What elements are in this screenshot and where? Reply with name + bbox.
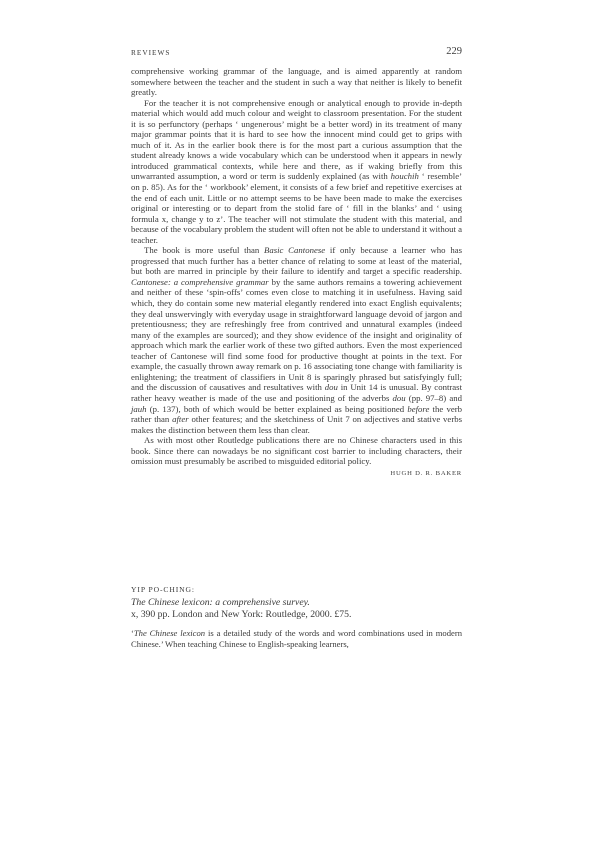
second-review-opening: [131, 628, 462, 649]
review-paragraph: [131, 66, 462, 98]
text-run: (pp. 97–8) and: [405, 392, 462, 403]
italic-text: before: [407, 403, 430, 414]
book-details: x, 390 pp. London and New York: Routledge, 2000. £75.: [131, 609, 352, 621]
second-review: [131, 628, 462, 649]
review-paragraph: [131, 98, 462, 246]
book-entry: [131, 584, 462, 622]
italic-text: after: [172, 414, 189, 425]
italic-text: houchih: [390, 171, 419, 182]
text-run: (p. 137), both of which would be better explained as being positioned: [146, 403, 408, 414]
review-body: [131, 66, 462, 479]
text-run: by the same authors remains a towering achievement and neither of these ‘spin-offs’ comes even close to matching it in usefulness. Having said which, they do contain some new material elegantly rendered into exact English equivalents; they deal unswervingly with everyday usage in straightforward language devoid of jargon and pretentiousness; they are refreshingly free from contrived and unnatural examples (indeed many of the examples are sourced); and they show evidence of the insight and originality of approach which mark the earlier work of these two gifted authors. Even the most experienced teacher of Cantonese will find some food for productive thought at points in the text. For example, the casually thrown away remark on p. 16 associating tone change with familiarity is enlightening; the treatment of classifiers in Unit 8 is sparingly phrased but satisfyingly full; and the discussion of causatives and resultatives with: [131, 276, 462, 393]
text-run: The book is more useful than: [144, 245, 264, 256]
text-run: ‘: [131, 628, 134, 638]
text-run: is a detailed study of the words and word combinations used in modern Chinese.’ When teaching Chinese to English-speaking learners,: [131, 628, 463, 649]
text-run: other features; and the sketchiness of Unit 7 on adjectives and stative verbs makes the distinction between them less than clear.: [131, 414, 463, 435]
review-paragraph: [131, 435, 462, 467]
running-header: [131, 48, 462, 64]
page-number: 229: [446, 46, 462, 57]
reviewer-signature: HUGH D. R. BAKER: [390, 469, 462, 477]
book-author: YIP PO-CHING:: [131, 585, 195, 594]
italic-text: dou: [392, 392, 406, 403]
section-label: REVIEWS: [131, 48, 171, 57]
italic-text: Cantonese: a comprehensive grammar: [131, 276, 269, 287]
text-run: As with most other Routledge publications there are no Chinese characters used in this book. Since there can nowadays be no significant cost barrier to including characters, their omission must presumably be ascribed to misguided editorial policy.: [131, 435, 462, 467]
review-paragraph: [131, 245, 462, 435]
italic-text: jauh: [131, 403, 147, 414]
italic-text: dou: [324, 382, 338, 393]
text-run: in Unit 14 is unusual. By contrast rather heavy weather is made of the use and positioning of the adverbs: [131, 382, 463, 403]
text-run: ‘ resemble’ on p. 85). As for the ‘ workbook’ element, it consists of a few brief and repetitive exercises at the end of each unit. Little or no attempt seems to be have been made to make the exercises original or interesting or to depart from the stolid fare of ‘ fill in the blanks’ and ‘ using formula x, change y to z’. The teacher will not stimulate the student with this material, and because of the vocabulary problem the student will often not be able to understand it without a teacher.: [131, 171, 462, 245]
book-title: The Chinese lexicon: a comprehensive survey.: [131, 596, 310, 608]
review-paragraphs: [131, 66, 462, 467]
text-run: if only because a learner who has progressed that much further has a better chance of relating to some at least of the material, but both are marred in principle by their failure to identify and target a specific readership.: [131, 245, 462, 277]
text-run: For the teacher it is not comprehensive enough or analytical enough to provide in-depth material which would add much colour and weight to classroom presentation. For the student it is so perfunctory (perhaps ‘ ungenerous’ might be a better word) in its treatment of many major grammar points that it is hard to see how the innocent mind could get to grips with much of it. As in the earlier book there is for the most part a curious assumption that the student already knows a wide vocabulary which can be understood when it appears in newly introduced grammatical contexts, while here and there, as if waking briefly from this unwarranted assumption, a word or term is suddenly explained (as with: [131, 97, 462, 182]
italic-text: Basic Cantonese: [263, 245, 326, 256]
text-run: the verb rather than: [131, 403, 462, 425]
italic-text: The Chinese lexicon: [133, 628, 206, 638]
text-run: comprehensive working grammar of the language, and is aimed apparently at random somewhere between the teacher and the student in such a way that neither is likely to benefit greatly.: [131, 66, 462, 98]
